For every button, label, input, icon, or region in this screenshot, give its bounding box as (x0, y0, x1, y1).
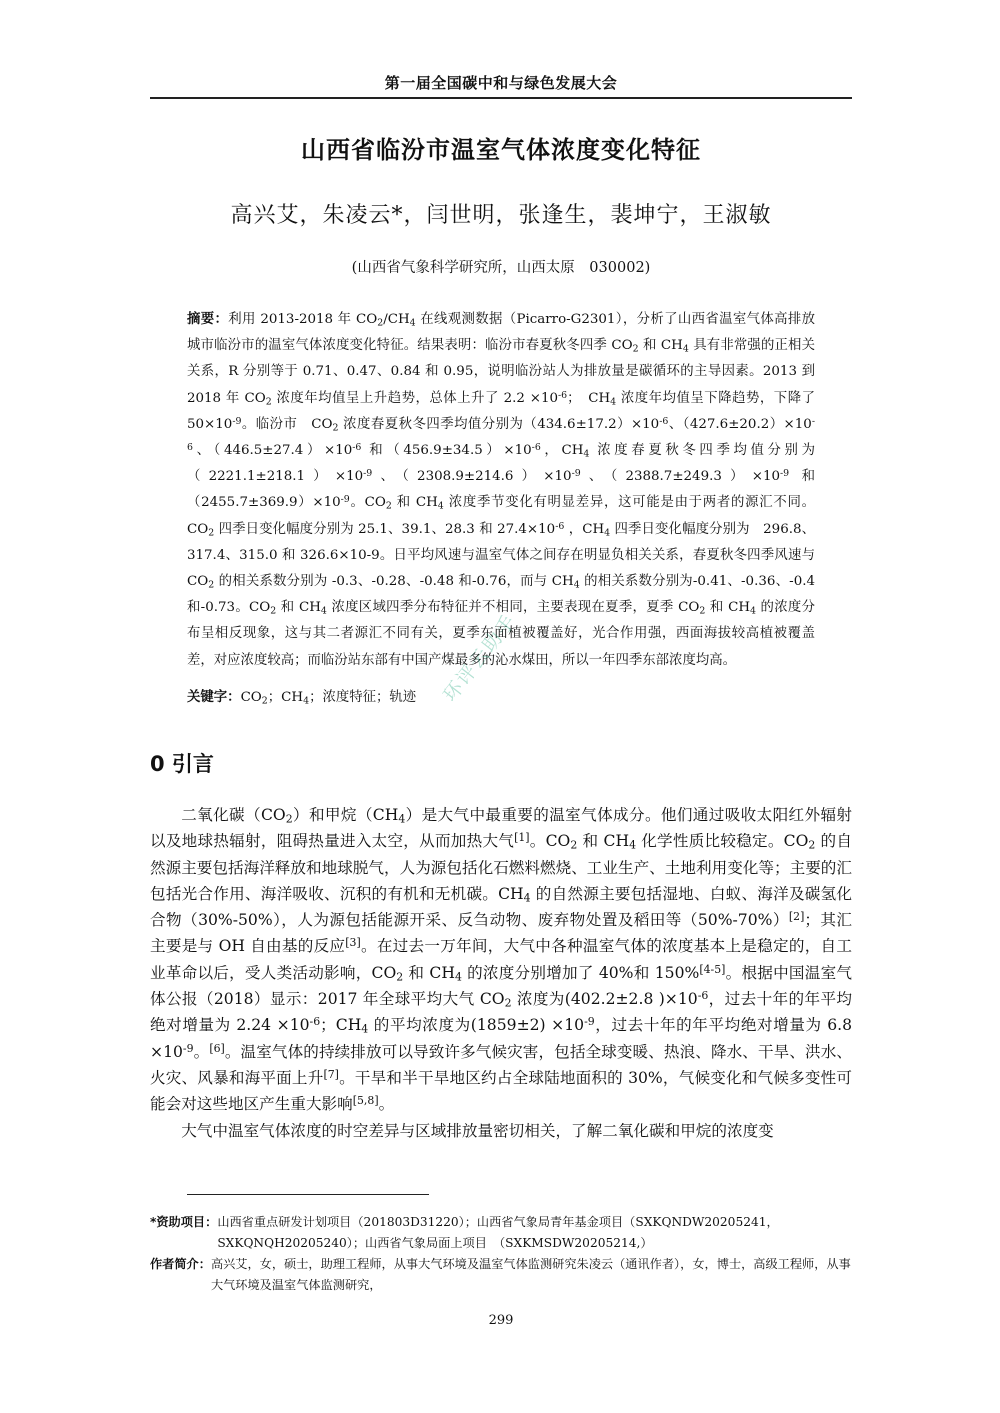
body-text (150, 802, 852, 1144)
funding-label: *资助项目： (150, 1215, 218, 1229)
author-list: 高兴艾，朱凌云*，闫世明，张逢生，裴坤宁，王淑敏 (230, 203, 772, 228)
footnote-author-bio (150, 1254, 852, 1296)
body-paragraph-2: 大气中温室气体浓度的时空差异与区域排放量密切相关，了解二氧化碳和甲烷的浓度变 (181, 1121, 774, 1140)
section-heading-introduction: 0 引言 (150, 752, 214, 776)
keywords (187, 686, 815, 710)
footnote-rule (187, 1194, 429, 1195)
paper-title: 山西省临汾市温室气体浓度变化特征 (301, 136, 701, 164)
watermark: 环评云助手 (439, 609, 522, 707)
abstract-label: 摘要： (187, 312, 229, 327)
footnote-funding (150, 1212, 852, 1254)
abstract-text: 利用 2013-2018 年 $CO_2/CH_4$ 在线观测数据（Picarro-G2301），分析了山西省温室气体高排放城市临汾市的温室气体浓度变化特征。结果表明：临汾市春夏秋冬四季 $CO_2$ 和 $CH_4$ 具有非常强的正相关关系，R 分别等于 0.71、0.47、0.84 和 0.95，说明临汾站人为排放量是碳循环的主导因素。2013 到 2018 年 $CO_2$ 浓度年均值呈上升趋势，总体上升了 $2.2 \times 10^{-6}$； $CH_4$ 浓度年均值呈下降趋势，下降了 $50\times 10^{-9}$。临汾市 $CO_2$ 浓度春夏秋冬四季均值分别为$(434.6\pm 17.2)\times 10^{-6}$、$(427.6\pm 20.2)\times 10^{-6}$、$(446.5\pm 27.4)\times 10^{-6}$ 和$(456.9\pm 34.5)\times 10^{-6}$，$CH_4$ 浓度春夏秋冬四季均值分别为$(2221.1\pm 218.1)\times 10^{-9}$、$(2308.9\pm 214.6)\times 10^{-9}$、$(2388.7\pm 249.3)\times 10^{-9}$ 和$(2455.7\pm 369.9)\times 10^{-9}$。$CO_2$ 和 $CH_4$ 浓度季节变化有明显差异，这可能是由于两者的源汇不同。$CO_2$ 四季日变化幅度分别为 25.1、39.1、28.3 和 $27.4\times 10^{-6}$ ，$CH_4$ 四季日变化幅度分别为 296.8、317.4、315.0 和 326.6×10-9。日平均风速与温室气体之间存在明显负相关关系，春夏秋冬四季风速与 $CO_2$ 的相关系数分别为 -0.3、-0.28、-0.48 和-0.76，而与 $CH_4$ 的相关系数分别为-0.41、-0.36、-0.4 和-0.73。$CO_2$ 和 $CH_4$ 浓度区域四季分布特征并不相同，主要表现在夏季，夏季 $CO_2$ 和 $CH_4$ 的浓度分布呈相反现象，这与其二者源汇不同有关，夏季东面植被覆盖好，光合作用强，西面海拔较高植被覆盖差，对应浓度较高；而临汾站东部有中国产煤最多的沁水煤田，所以一年四季东部浓度均高。 (187, 312, 829, 668)
footnotes (150, 1212, 852, 1296)
affiliation: (山西省气象科学研究所，山西太原 030002) (351, 260, 651, 276)
keywords-label: 关键字： (187, 690, 241, 705)
running-head: 第一届全国碳中和与绿色发展大会 (384, 74, 618, 92)
author-bio-label: 作者简介： (150, 1257, 211, 1271)
funding-text: 山西省重点研发计划项目（201803D31220）；山西省气象局青年基金项目（SXKQNDW20205241，SXKQNQH20205240）；山西省气象局面上项目 （SXKMSDW20205214,） (217, 1215, 779, 1250)
body-paragraph-1: 二氧化碳$(CO_2)$和甲烷$(CH_4)$是大气中最重要的温室气体成分。他们通过吸收太阳红外辐射以及地球热辐射，阻碍热量进入太空，从而加热大气[1]。$CO_2$ 和 $CH_4$ 化学性质比较稳定。$CO_2$ 的自然源主要包括海洋释放和地球脱气，人为源包括化石燃料燃烧、工业生产、土地利用变化等；主要的汇包括光合作用、海洋吸收、沉积的有机和无机碳。$CH_4$ 的自然源主要包括湿地、白蚁、海洋及碳氢化合物（30%-50%），人为源包括能源开采、反刍动物、废弃物处置及稻田等（50%-70%）[2]；其汇主要是与 OH 自由基的反应[3]。在过去一万年间，大气中各种温室气体的浓度基本上是稳定的，自工业革命以后，受人类活动影响，$CO_2$ 和 $CH_4$ 的浓度分别增加了 40%和 150%[4-5]。根据中国温室气体公报（2018）显示：2017 年全球平均大气 $CO_2$ 浓度为(402.2±2.8 )$\times 10^{-6}$，过去十年的年平均绝对增量为 $2.24 \times 10^{-6}$；$CH_4$ 的平均浓度为$(1859\pm 2) \times 10^{-9}$，过去十年的年平均绝对增量为 $6.8 \times 10^{-9}$。[6]。温室气体的持续排放可以导致许多气候灾害，包括全球变暖、热浪、降水、干旱、洪水、火灾、风暴和海平面上升[7]。干旱和半干旱地区约占全球陆地面积的 30%，气候变化和气候多变性可能会对这些地区产生重大影响[5,8]。 (150, 806, 853, 1114)
keywords-text: $CO_2$；$CH_4$；浓度特征；轨迹 (240, 690, 417, 707)
header-rule (150, 97, 852, 99)
author-bio-text: 高兴艾，女，硕士，助理工程师，从事大气环境及温室气体监测研究朱凌云（通讯作者），女，博士，高级工程师，从事大气环境及温室气体监测研究， (210, 1257, 851, 1292)
page-number: 299 (488, 1313, 514, 1328)
